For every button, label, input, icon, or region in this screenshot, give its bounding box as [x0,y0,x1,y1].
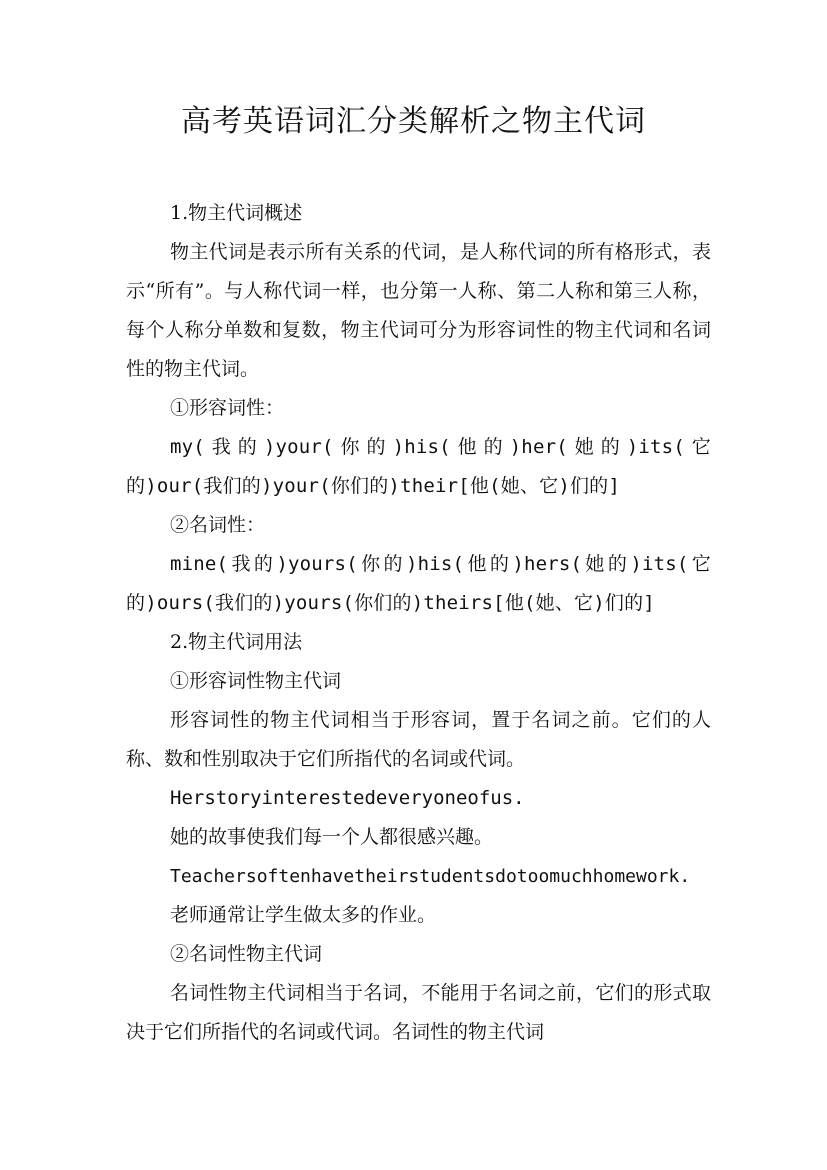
example-sentence-chinese-1: 她的故事使我们每一个人都很感兴趣。 [170,826,494,848]
example-sentence-chinese-2: 老师通常让学生做太多的作业。 [170,904,437,926]
subheading-adjectival: ①形容词性： [170,397,285,419]
paragraph-adjectival-list: my(我的)your(你的)his(他的)her(她的)its(它的)our(我们的)your(你们的)their[他(她、它)们的] [126,436,711,497]
document-title: 高考英语词汇分类解析之物主代词 [181,104,646,139]
example-sentence-english-1: Herstoryinterestedeveryoneofus. [170,787,525,809]
example-sentence-english-2: Teachersoftenhavetheirstudentsdotoomuchhomework. [170,866,691,887]
section-heading-usage: 2.物主代词用法 [170,631,303,653]
subheading-nominal: ②名词性： [170,514,266,536]
document-body [126,194,711,1052]
paragraph-nominal-list: mine(我的)yours(你的)his(他的)hers(她的)its(它的)ours(我们的)yours(你们的)theirs[他(她、它)们的] [126,553,711,614]
paragraph-adjectival-usage: 形容词性的物主代词相当于形容词，置于名词之前。它们的人称、数和性别取决于它们所指代的名词或代词。 [126,709,711,770]
subheading-adjectival-usage: ①形容词性物主代词 [170,670,342,692]
paragraph-overview: 物主代词是表示所有关系的代词，是人称代词的所有格形式，表示“所有”。与人称代词一样，也分第一人称、第二人称和第三人称，每个人称分单数和复数，物主代词可分为形容词性的物主代词和名词性的物主代词。 [126,241,711,380]
subheading-nominal-usage: ②名词性物主代词 [170,943,323,965]
section-heading-overview: 1.物主代词概述 [170,202,303,224]
paragraph-nominal-usage: 名词性物主代词相当于名词，不能用于名词之前，它们的形式取决于它们所指代的名词或代词。名词性的物主代词 [126,982,711,1043]
